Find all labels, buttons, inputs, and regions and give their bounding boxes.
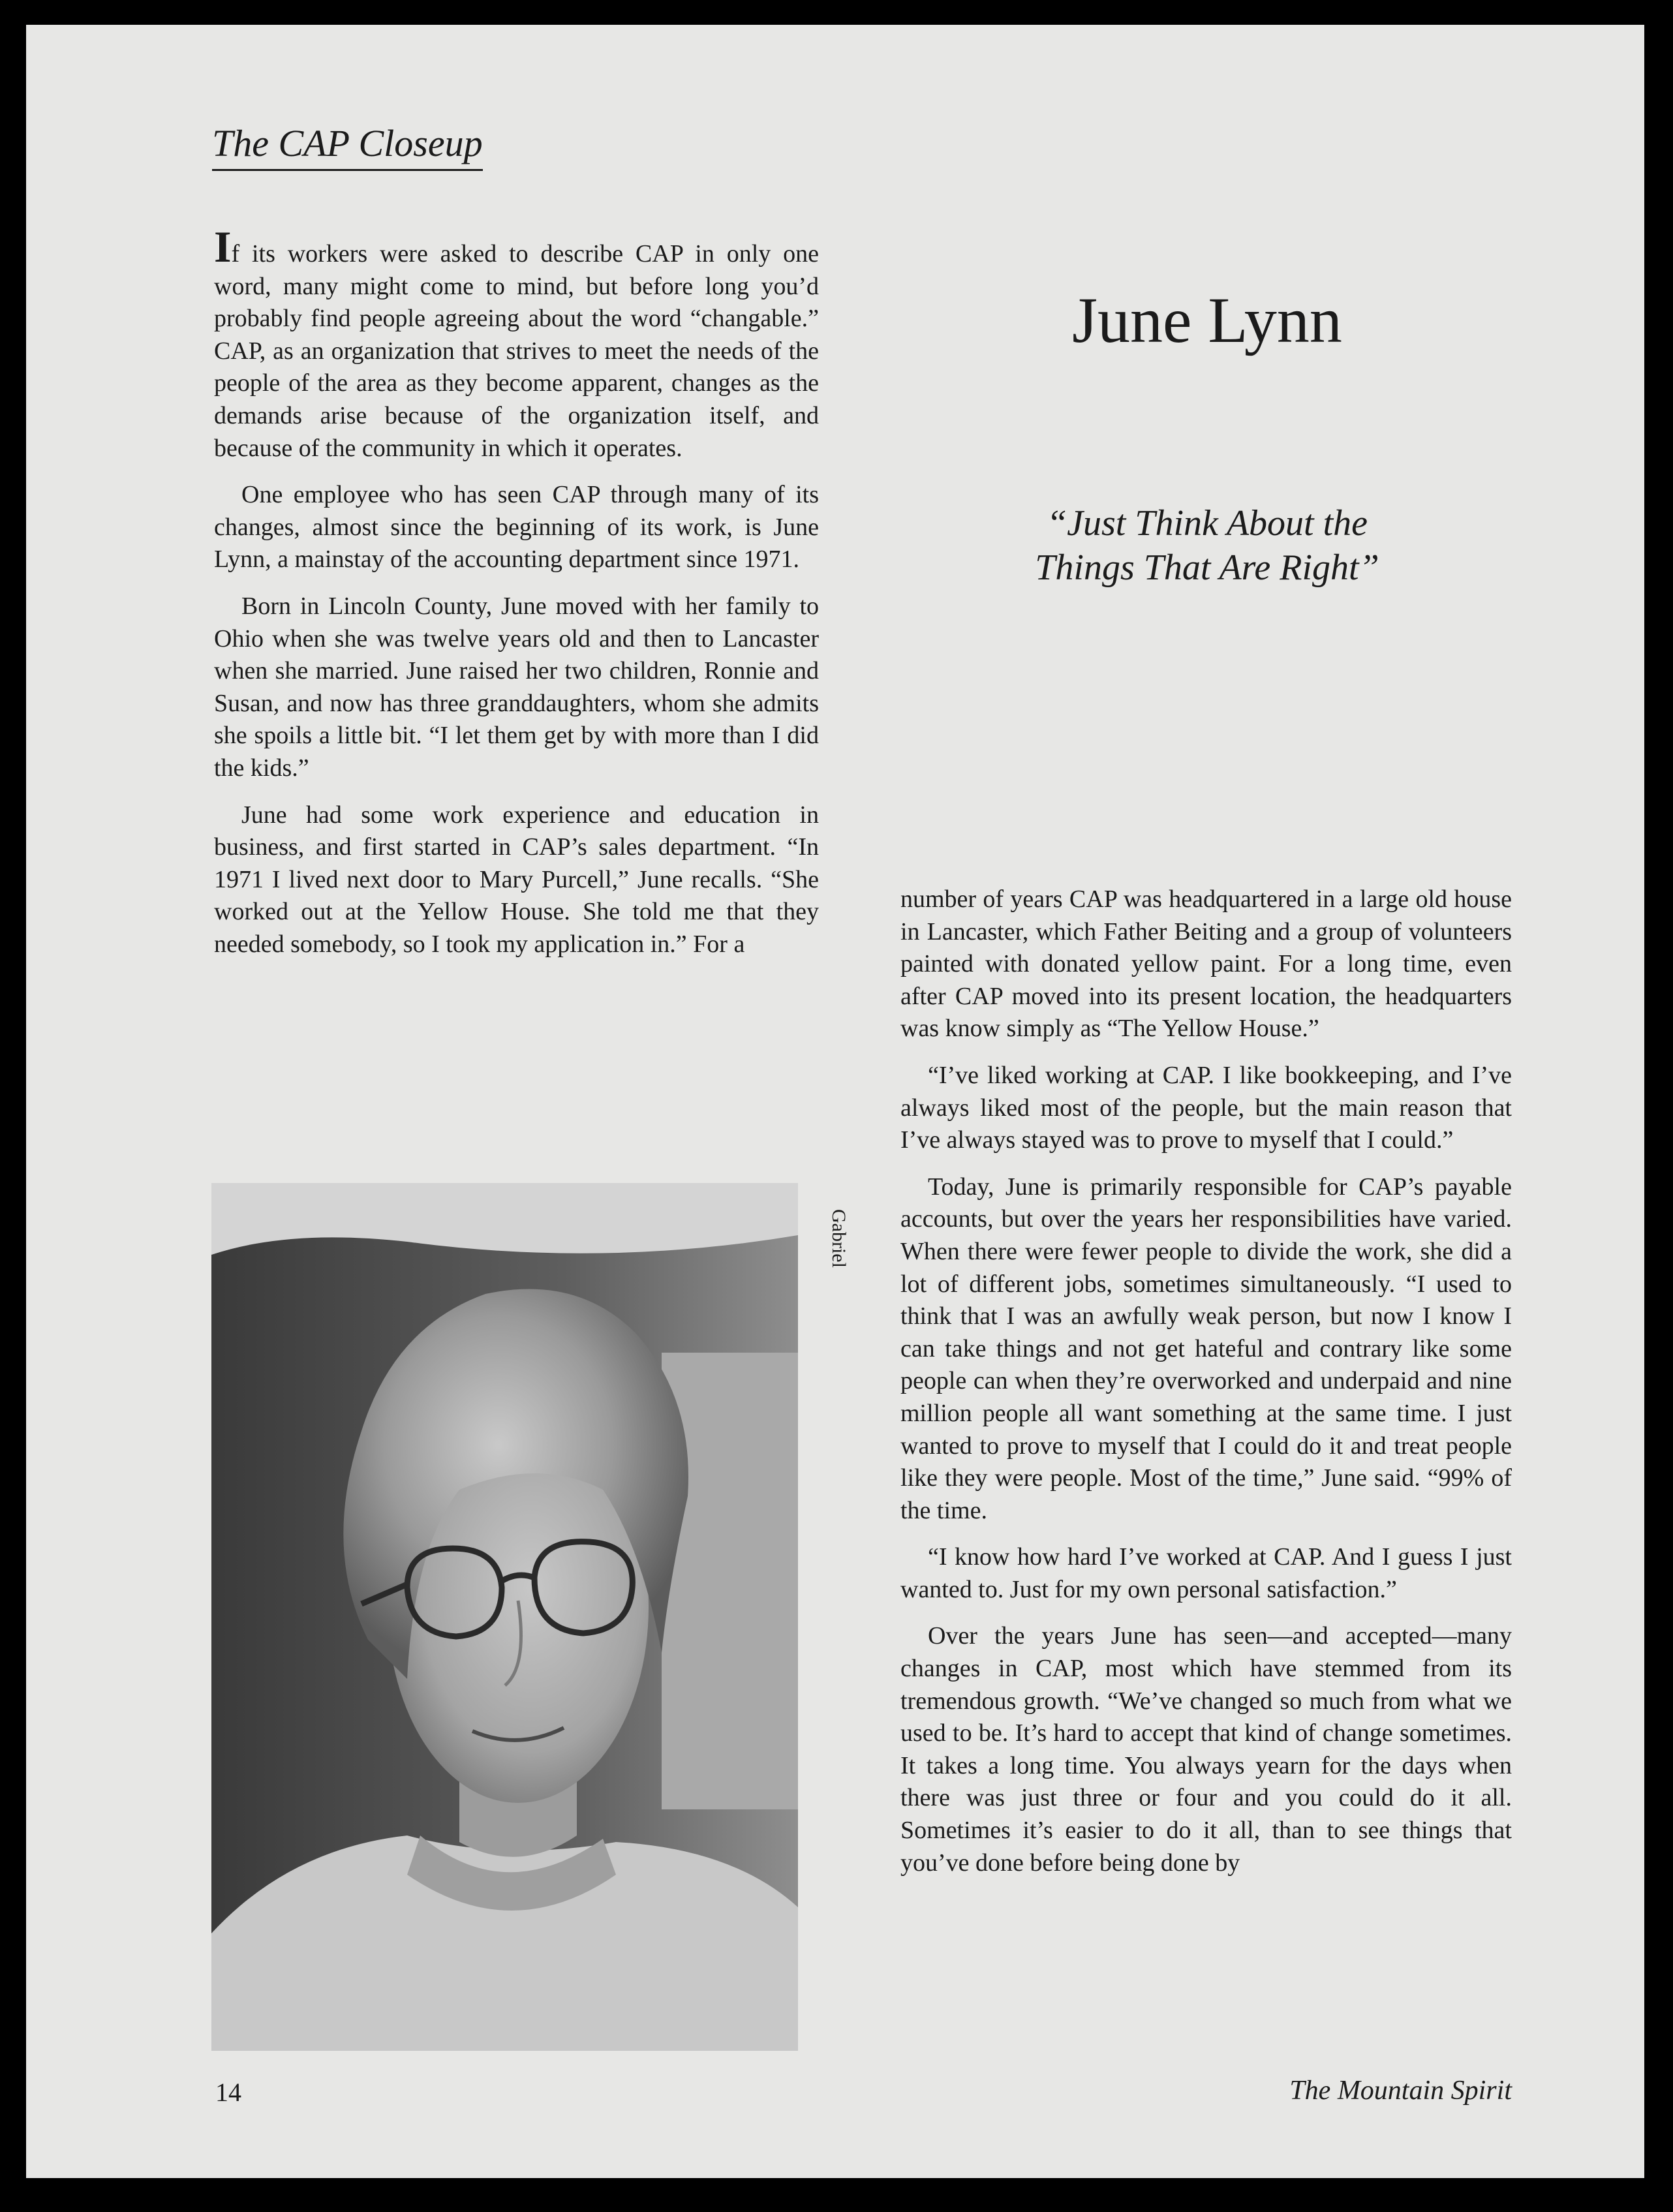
portrait-illustration (211, 1183, 798, 2051)
paragraph: June had some work experience and education in business, and first started in CAP’s sales department. “In 1971 I lived next door to Mary Purcell,” June recalls. “She worked out at the Yellow House. She told me that they needed somebody, so I took my application in.” For a (214, 801, 819, 958)
right-text-column (900, 883, 1512, 1894)
section-title: The CAP Closeup (212, 121, 483, 171)
paragraph: Over the years June has seen—and accepted—many changes in CAP, most which have stemmed from its tremendous growth. “We’ve changed so much from what we used to be. It’s hard to accept that kind of change sometimes. It takes a long time. You always yearn for the days when there was just three or four and you could do it all. Sometimes it’s easier to do it all, than to see things that you’ve done before being done by (900, 1622, 1512, 1877)
magazine-page (26, 25, 1644, 2178)
publication-name: The Mountain Spirit (1289, 2076, 1512, 2106)
subhead-line: “Just Think About the (1046, 503, 1368, 544)
paragraph-intro (214, 222, 819, 465)
paragraph: Born in Lincoln County, June moved with her family to Ohio when she was twelve years old and then to Lancaster when she married. June raised her two children, Ronnie and Susan, and now has three granddaughters, whom she admits she spoils a little bit. “I let them get by with more than I did the kids.” (214, 592, 819, 782)
paragraph-intro-text: f its workers were asked to describe CAP in only one word, many might come to mind, but before long you’d probably find people agreeing about the word “changable.” CAP, as an organization that strives to meet the needs of the people of the area as they become apparent, changes as the demands arise because of the organization itself, and because of the community in which it operates. (214, 240, 819, 462)
article-subheadline (874, 501, 1540, 590)
portrait-photo (211, 1183, 798, 2051)
paragraph: “I know how hard I’ve worked at CAP. And I guess I just wanted to. Just for my own personal satisfaction.” (900, 1543, 1512, 1603)
article-headline: June Lynn (1072, 284, 1342, 356)
paragraph: Today, June is primarily responsible for CAP’s payable accounts, but over the years her responsibilities have varied. When there were fewer people to divide the work, she did a lot of different jobs, sometimes simultaneously. “I used to think that I was an awfully weak person, but now I know I can take things and not get hateful and contrary like some people can when they’re overworked and underpaid and nine million people all want something at the same time. I just wanted to prove to myself that I could do it and treat people like they were people. Most of the time,” June said. “99% of the time. (900, 1173, 1512, 1524)
paragraph: number of years CAP was headquartered in a large old house in Lancaster, which Father Beiting and a group of volunteers painted with donated yellow paint. For a long time, even after CAP moved into its present location, the headquarters was know simply as “The Yellow House.” (900, 885, 1512, 1043)
left-text-column (214, 222, 819, 975)
subhead-line: Things That Are Right” (1035, 547, 1379, 588)
page-number: 14 (215, 2078, 241, 2107)
drop-cap: I (214, 222, 232, 271)
paragraph: One employee who has seen CAP through many of its changes, almost since the beginning of its work, is June Lynn, a mainstay of the accounting department since 1971. (214, 481, 819, 574)
paragraph: “I’ve liked working at CAP. I like bookkeeping, and I’ve always liked most of the people, but the main reason that I’ve always stayed was to prove to myself that I could.” (900, 1061, 1512, 1154)
photo-credit: Gabriel (828, 1209, 850, 1268)
